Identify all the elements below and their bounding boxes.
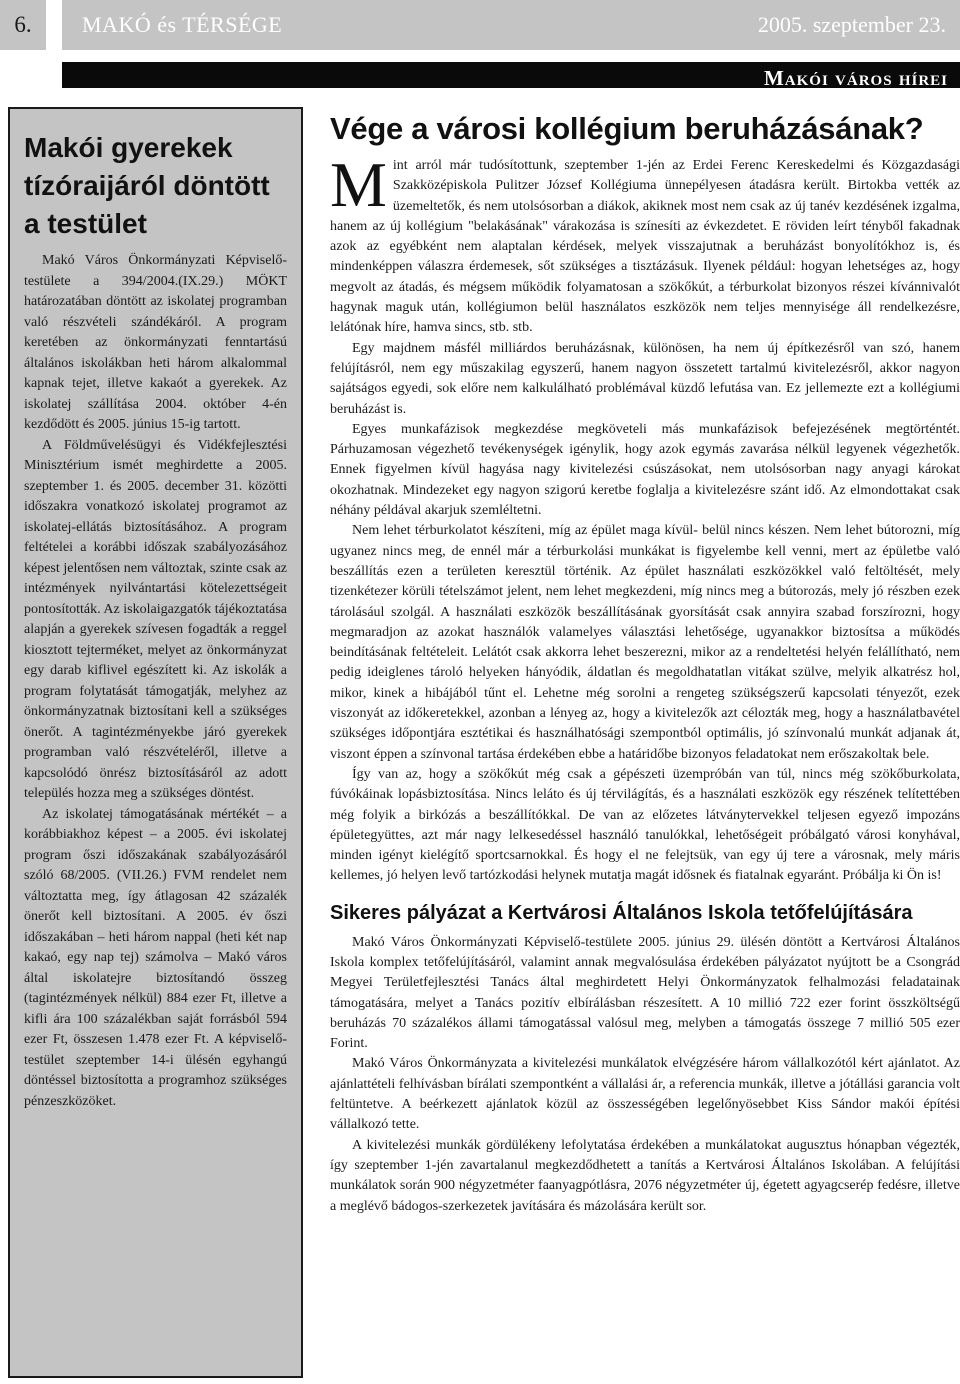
sidebar-paragraph: Makó Város Önkormányzati Képviselő-testülete a 394/2004.(IX.29.) MÖKT határozatában döntött az iskolatej programban való részvételi szándékáról. A program keretében az önkormányzati fenntartású általános iskolákban heti három alkalommal kapnak tejet, illetve kakaót a gyerekek. Az iskolatej szállítása 2004. október 4-én kezdődött és 2005. június 15-ig tartott.: [24, 253, 287, 432]
page-number: 6.: [0, 0, 46, 50]
paper-name: MAKÓ és TÉRSÉGE: [82, 12, 283, 37]
second-article-paragraph: Makó Város Önkormányzata a kivitelezési munkálatok elvégzésére három vállalkozótól kért ajánlatot. Az ajánlattételi felhívásban bírálati szempontként a vállalási ár, a referencia munkák, illetve a jótállási garancia volt feltüntetve. A beérkezett ajánlatok közül az összességében legelőnyösebbet Kiss Sándor makói építési vállalkozó tette.: [330, 1056, 960, 1133]
second-article-headline: Sikeres pályázat a Kertvárosi Általános Iskola tetőfelújítására: [330, 901, 913, 924]
article-paragraph: Egy majdnem másfél milliárdos beruházásnak, különösen, ha nem új építkezésről van szó, hanem felújításról, nem egy műszakilag egyszerű, hanem nagyon összetett tartalmú kivitelezésről, akkor nagyon sajátságos egyedi, sok előre nem kalkulálható problémával küzdő lefutása van. Ez jellemezte ezt a kollégiumi beruházást is.: [330, 340, 960, 417]
sidebar-box: [8, 107, 303, 1378]
page-header: [0, 0, 960, 50]
article-paragraph: [330, 149, 960, 339]
issue-date: 2005. szeptember 23.: [757, 12, 946, 37]
sidebar-paragraph: Az iskolatej támogatásának mértékét – a korábbiakhoz képest – a 2005. évi iskolatej program őszi időszakának szabályozásáról szóló 68/2005. (VII.26.) FVM rendelet nem változtatta meg, így átlagosan 42 százalék önerőt kell biztosítani. A 2005. év őszi időszakában – heti három nappal (heti két nap kakaó, egy nap tej) számolva – Makó város által iskolatejre biztosítandó összeg (tagintézmények nélkül) 884 ezer Ft, illetve a kifli ára 100 százalékban saját forrásból 594 ezer Ft, összesen 1.478 ezer Ft. A képviselő-testület szeptember 14-i ülésén egyhangú döntéssel biztosította a programhoz szükséges pénzeszközöket.: [24, 806, 287, 1109]
second-article-paragraph: A kivitelezési munkák gördülékeny lefolytatása érdekében a munkálatokat augusztus hónapban végezték, így szeptember 1-jén zavartalanul megkezdődhetett a tanítás a Kertvárosi Általános Iskolában. A felújítási munkálatok során 900 négyzetméter faanyagpótlásra, 2076 négyzetméter új, égetett agyagcserép fedésre, illetve a meglévő bádogos-szerkezetek javítására és mázolására került sor.: [330, 1137, 960, 1214]
main-column: [330, 108, 960, 1217]
article-paragraph: Így van az, hogy a szökőkút még csak a gépészeti üzempróbán van túl, nincs még szökőburkolata, fúvókáinak lopásbiztosítása. Nincs leláto és új térvilágítás, és a használati eszközök egy részének telítettében még folyik a birkózás a beszállítókkal. De van az előzetes látványtervekkel teljesen egyező impozáns épületegyüttes, azt már nagy lelkesedéssel használó tanulókkal, lehetőségeit próbálgató városi konyhával, minden igényt kielégítő sportcsarnokkal. És hogy el ne felejtsük, van egy új tere a városnak, mely máris kellemes, jó helyen levő tartózkodási helynek mutatja magát idősnek és fiatalnak egyaránt. Próbálja ki Ön is!: [330, 766, 960, 884]
article-lead-text: int arról már tudósítottunk, szeptember 1-jén az Erdei Ferenc Kereskedelmi és Közgazdasági Szakközépiskola Pulitzer József Kollégiuma ünnepélyesen átadásra került. Birtokba vették az üzemeltetők, és nem utolsósorban a diákok, akiknek most nem csak az új tanév kezdésének izgalma, hanem az új kollégium "belakásának" várakozása is színesíti az évkezdetet. E röviden leírt tényből fakadnak azok az egyébként nem alaptalan kérdések, melyek visszajutnak a beruházást bonyolítókhoz is, és mindenképpen válaszra érdemesek, sőt szükséges a tisztázásuk. Ilyenek például: hogyan lehetséges az, hogy megvolt az átadás, és mégsem működik folyamatosan a szökőkút, a térburkolat bizonyos részei kívánnivalót hagynak maguk után, kollégiumon belül használatos eszközök nem teljes mennyisége áll rendelkezésre, lelátónak híre, hamva sincs, stb. stb.: [330, 158, 960, 336]
drop-cap: M: [330, 149, 387, 220]
sidebar-body: [24, 251, 287, 1112]
second-article-paragraph: Makó Város Önkormányzati Képviselő-testülete 2005. június 29. ülésén döntött a Kertvárosi Általános Iskola komplex tetőfelújításáról, valamint annak megvalósulása érdekében pályázatot nyújtott be a Csongrád Megyei Területfejlesztési Tanács által meghirdetett Helyi Önkormányzatok felhalmozási feladatainak támogatására, melyet a Tanács pozitív elbírálásban részesített. A 10 millió 722 ezer forint összköltségű beruházás 70 százalékos állami támogatással valósul meg, melyben a támogatás összege 7 millió 505 ezer Forint.: [330, 934, 960, 1052]
article-paragraph: Egyes munkafázisok megkezdése megköveteli más munkafázisok befejezésének megtörténtét. Párhuzamosan végezhető tevékenységek igénylik, hogy azok egymás zavarása nélkül legyenek végezhetők. Ennek figyelmen kívül hagyása nagy kivitelezési csúszásokat, nem utolsósorban nagy anyagi károkat okozhatnak. Mindezeket egy nagyon szigorú keretbe foglalja a kivitelezésre szánt idő. Az elmondottakat csak néhány példával akarjuk szemléltetni.: [330, 421, 960, 519]
second-article-body: [330, 933, 960, 1217]
article-headline: Vége a városi kollégium beruházásának?: [330, 111, 924, 146]
section-title: Makói város hírei: [763, 66, 948, 90]
article-body: [330, 149, 960, 887]
sidebar-paragraph: A Földművelésügyi és Vidékfejlesztési Minisztérium ismét meghirdette a 2005. szeptember 1. és 2005. december 31. közötti időszakra vonatkozó iskolatej programot az iskolatej-ellátás biztosításához. A program feltételei a korábbi időszak szabályozásához képest jelentősen nem változtak, szinte csak az intézmények nyilvántartási kötelezettségeit pontosították. Az iskolaigazgatók tájékoztatása alapján a gyerekek szívesen fogadták a reggel kiosztott tejterméket, melyet az önkormányzat egy darab kiflivel egészített ki. Az iskolák a program folytatását támogatják, melyhez az önkormányzatnak biztosítani kell a szükséges önerőt. A tagintézményekbe járó gyerekek programban való részvételéről, illetve a kapcsolódó önrész biztosításáról az adott település hozza meg a szükséges döntést.: [24, 437, 287, 801]
sidebar-headline: Makói gyerekek tízóraijáról döntött a testület: [24, 132, 270, 239]
article-paragraph: Nem lehet térburkolatot készíteni, míg az épület maga kívül- belül nincs készen. Nem lehet bútorozni, míg ugyanez nincs meg, de ennél már a térburkolási munkákat is figyelembe kell venni, mert az épületbe való beszállítás ezen a területen keresztül történik. Az épület használati eszközökkel való feltöltését, mely tizenkétezer körüli tételszámot jelent, nem lehet megkezdeni, míg nincs meg a bútorozás, mely jó részben ezek tárolásául szolgál. A használati eszközök beszállításának gyorsítását csak annyira szabad forszírozni, hogy megmaradjon az azokat használók valamelyes választási lehetősége, ugyanakkor biztosítsa a működés beindításának feltételeit. Lelátót csak akkorra lehet beszerezni, mikor az a rendeltetési helyén felállítható, nem pedig ideiglenes tároló helyeken hányódik, áldatlan és megoldhatatlan vitákat szülve, melyik alkatrész hol, mikor, kinek a hibájából tűnt el. Lehetne még sorolni a rengeteg szükségszerű kapcsolati tényezőt, ezek viszonyát az időkeretekkel, azonban a lényeg az, hogy a kivitelezők azt célozták meg, hogy a használatbavétel szükséges időpontjára esztétikai és használhatósági szempontból optimális, jó színvonalú munkát adjanak át, viszont éppen a színvonal tartása érdekében ebbe a határidőbe bizonyos feladatokat nem erőszakoltak bele.: [330, 523, 960, 762]
